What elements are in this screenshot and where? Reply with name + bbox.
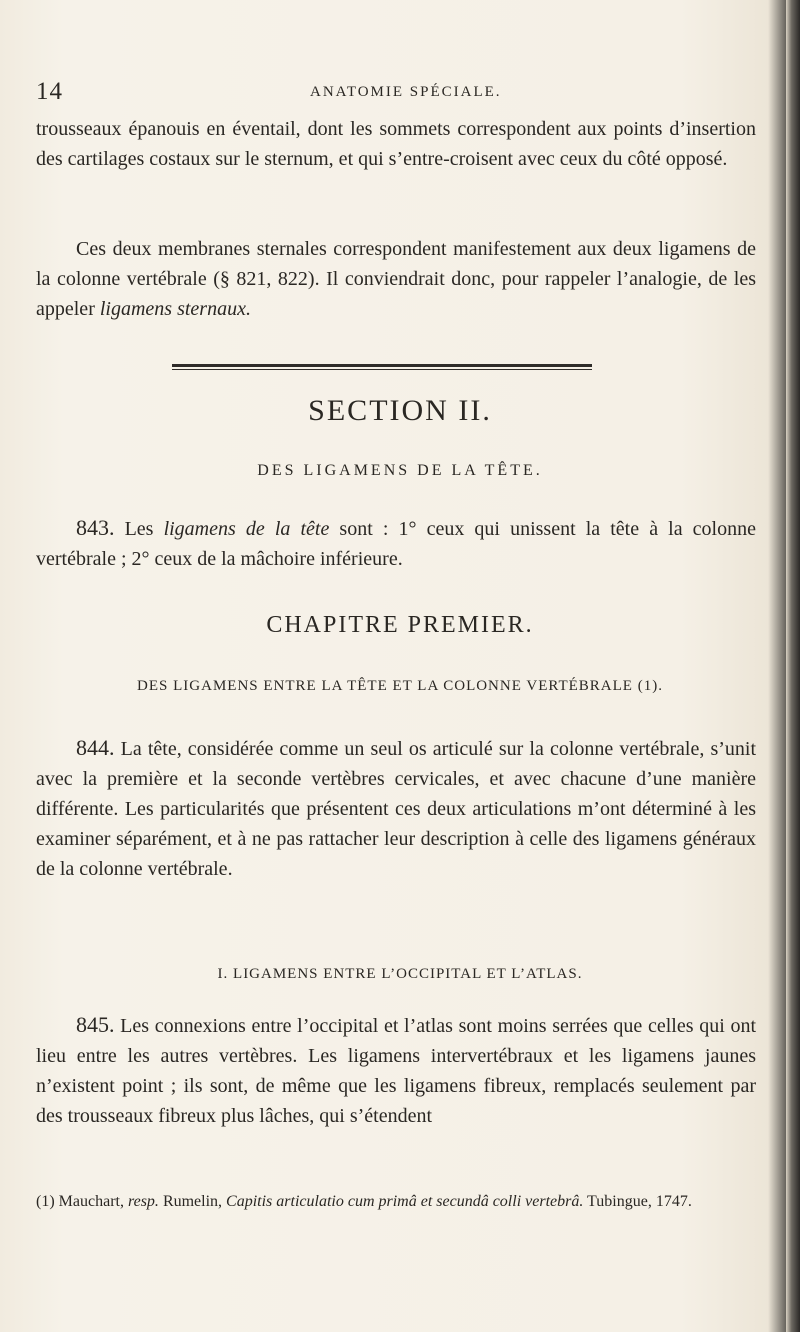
subsection-title: I. LIGAMENS ENTRE L’OCCIPITAL ET L’ATLAS.	[217, 966, 583, 982]
running-head: ANATOMIE SPÉCIALE.	[310, 84, 502, 100]
section-subtitle: DES LIGAMENS DE LA TÊTE.	[257, 462, 543, 479]
footnote-citation: (1) Mauchart,	[36, 1193, 128, 1210]
paragraph-number: 844.	[76, 735, 115, 760]
section-title: SECTION II.	[308, 394, 492, 427]
paragraph-text: La tête, considérée comme un seul os articulé sur la colonne vertébrale, s’unit avec la première et la seconde vertèbres cervicales, et avec chacune d’une manière différente. Les particularités que présentent ces deux articulations m’ont déterminé à les examiner séparément, et à ne pas rattacher leur description à celle des ligamens généraux de la colonne vertébrale.	[36, 738, 756, 880]
paragraph-844	[36, 733, 756, 884]
page-edge-shadow	[786, 0, 800, 1332]
footnote	[36, 1190, 756, 1214]
page-number: 14	[36, 78, 63, 105]
section-divider	[172, 364, 592, 367]
chapter-title: CHAPITRE PREMIER.	[266, 612, 534, 638]
paragraph-text: Les	[114, 518, 164, 540]
footnote-resp: resp.	[127, 1193, 159, 1210]
paragraph-continuation: trousseaux épanouis en éventail, dont les sommets correspondent aux points d’insertion des cartilages costaux sur le sternum, et qui s’entre-croisent avec ceux du côté opposé.	[36, 118, 756, 170]
italic-term: ligamens sternaux.	[99, 298, 251, 320]
paragraph-843	[36, 513, 756, 574]
page-header	[0, 78, 780, 108]
chapter-subtitle: DES LIGAMENS ENTRE LA TÊTE ET LA COLONNE VERTÉBRALE (1).	[137, 678, 663, 694]
paragraph-sternal-membranes	[36, 234, 756, 324]
footnote-title: Capitis articulatio cum primâ et secundâ colli vertebrâ.	[226, 1193, 584, 1210]
paragraph-number: 843.	[76, 515, 115, 540]
paragraph-number: 845.	[76, 1012, 115, 1037]
paragraph-845	[36, 1010, 756, 1131]
footnote-place-year: Tubingue, 1747.	[583, 1193, 692, 1210]
paragraph-text-end: sont : 1° ceux qui unissent la tête à la colonne vertébrale ; 2° ceux de la mâchoire inférieure.	[36, 518, 756, 570]
italic-term: ligamens de la tête	[163, 518, 330, 540]
footnote-author: Rumelin,	[158, 1193, 227, 1210]
paragraph-text: Les connexions entre l’occipital et l’atlas sont moins serrées que celles qui ont lieu entre les autres vertèbres. Les ligamens intervertébraux et les ligamens jaunes n’existent point ; ils sont, de même que les ligamens fibreux, remplacés seulement par des trousseaux fibreux plus lâches, qui s’étendent	[36, 1015, 756, 1127]
paragraph-text: Ces deux membranes sternales correspondent manifestement aux deux ligamens de la colonne vertébrale (§ 821, 822). Il conviendrait donc, pour rappeler l’analogie, de les appeler	[36, 238, 756, 320]
